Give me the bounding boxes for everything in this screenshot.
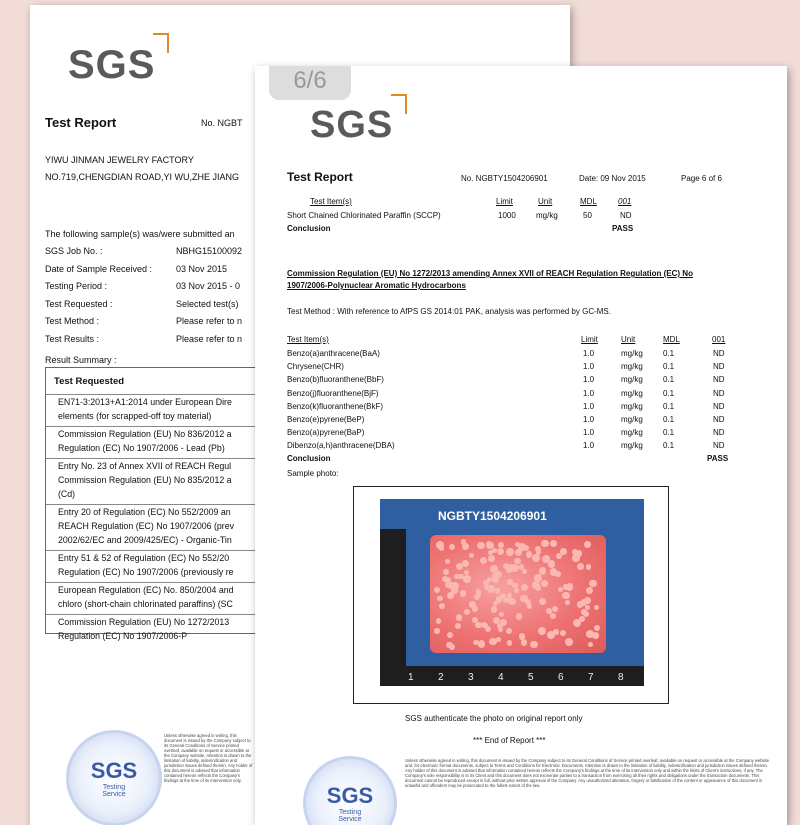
pah-limit: 1.0 [583, 362, 595, 372]
fine-print: Unless otherwise agreed in writing, this document is issued by the Company subject to its General Conditions of Service printed overleaf, available on request or accessible at the Company website and, for electronic format documents, subject to Terms and Conditions for Electronic Documents. Attention is drawn to the limitation of liability, indemnification and jurisdiction issues defined therein. Any holder of this document is advised that information contained hereon reflects the Company's findings at the time of its intervention only and within the limits of Client's instructions, if any. The Company's sole responsibility is to its Client and this document does not exonerate parties to a transaction from exercising all their rights and obligations under the transaction documents. This document cannot be reproduced except in full, without prior written approval of the Company. Any unauthorized alteration, forgery or falsification of the content or appearance of this document is unlawful and offenders may be prosecuted to the fullest extent of the law. [405, 758, 770, 788]
pah-conclusion-label: Conclusion [287, 454, 331, 463]
pah-result: ND [713, 362, 725, 372]
field-label: Test Method : [45, 316, 100, 326]
pah-unit: mg/kg [621, 401, 643, 411]
pah-mdl: 0.1 [663, 375, 675, 385]
pah-limit: 1.0 [583, 349, 595, 358]
col-header-mdl: MDL [663, 335, 680, 344]
pah-result: ND [713, 428, 725, 438]
pah-limit: 1.0 [583, 415, 595, 424]
sample-photo-label: Sample photo: [287, 469, 339, 478]
report-number: No. NGBT [201, 118, 243, 128]
ruler-number: 5 [528, 672, 534, 683]
summary-row-line: REACH Regulation (EC) No 1907/2006 (prev [58, 521, 235, 531]
pah-mdl: 0.1 [663, 441, 675, 451]
result-summary-label: Result Summary : [45, 355, 117, 365]
pah-unit: mg/kg [621, 415, 643, 424]
ruler-number: 7 [588, 672, 594, 683]
summary-table-header: Test Requested [54, 376, 125, 387]
end-of-report: *** End of Report *** [473, 736, 546, 745]
summary-row-line: chloro (short-chain chlorinated paraffins) (SC [58, 599, 233, 609]
pah-item: Benzo(a)pyrene(BaP) [287, 428, 365, 438]
summary-row-line: Entry No. 23 of Annex XVII of REACH Regul [58, 461, 232, 471]
ruler-vertical [380, 529, 406, 679]
col-header-limit: Limit [496, 197, 513, 206]
sccp-result: ND [620, 211, 632, 220]
pah-item: Dibenzo(a,h)anthracene(DBA) [287, 441, 395, 451]
pah-mdl: 0.1 [663, 401, 675, 411]
pah-mdl: 0.1 [663, 428, 675, 438]
field-value: Selected test(s) [176, 298, 239, 309]
field-label: SGS Job No. : [45, 246, 103, 256]
field-label: Testing Period : [45, 281, 108, 291]
company-name: YIWU JINMAN JEWELRY FACTORY [45, 155, 194, 165]
sccp-conclusion: PASS [612, 224, 634, 233]
summary-row-line: 2002/62/EC and 2009/425/EC) - Organic-Tin [58, 535, 232, 545]
summary-row-line: Regulation (EC) No 1907/2006 (previously re [58, 567, 234, 577]
pah-unit: mg/kg [621, 388, 643, 398]
pah-limit: 1.0 [583, 388, 595, 398]
pah-item: Chrysene(CHR) [287, 362, 344, 372]
pah-limit: 1.0 [583, 375, 595, 385]
fine-print: Unless otherwise agreed in writing, this document is issued by the Company subject to its General Conditions of Service printed overleaf, available on request or accessible at the Company website. Attention is drawn to the limitation of liability, indemnification and jurisdiction issues defined therein. Any holder of this document is advised that information contained hereon reflects the Company's findings at the time of its intervention only. [164, 733, 253, 783]
sample-photo-frame [353, 486, 669, 704]
sccp-conclusion-label: Conclusion [287, 224, 331, 233]
pah-mdl: 0.1 [663, 415, 675, 424]
field-label: Test Results : [45, 333, 100, 344]
field-value: NBHG15100092 [176, 246, 243, 256]
summary-row-line: Regulation (EC) No 1907/2006-P [58, 631, 188, 641]
pah-result: ND [713, 415, 725, 424]
sample-bag [430, 535, 606, 653]
col-header-limit: Limit [581, 335, 598, 344]
test-method: Test Method : With reference to AfPS GS 2014:01 PAK, analysis was performed by GC-MS. [287, 307, 611, 316]
summary-row-line: Commission Regulation (EU) No 1272/2013 [58, 617, 230, 627]
pah-unit: mg/kg [621, 362, 643, 372]
intro-text: The following sample(s) was/were submitted an [45, 229, 235, 239]
report-title: Test Report [45, 115, 117, 130]
sgs-logo: SGS [310, 104, 393, 147]
ruler-horizontal [380, 666, 644, 686]
col-header-mdl: MDL [580, 197, 597, 206]
col-header-test-item: Test Item(s) [310, 197, 352, 206]
pah-unit: mg/kg [621, 349, 643, 358]
pah-item: Benzo(b)fluoranthene(BbF) [287, 375, 384, 385]
field-value: 03 Nov 2015 [176, 263, 228, 274]
sample-photo [380, 499, 644, 686]
sccp-mdl: 50 [583, 211, 592, 220]
pah-item: Benzo(j)fluoranthene(BjF) [287, 388, 379, 398]
field-value: 03 Nov 2015 - 0 [176, 281, 241, 291]
summary-row-line: European Regulation (EC) No. 850/2004 and [58, 585, 234, 595]
sccp-unit: mg/kg [536, 211, 558, 220]
report-title: Test Report [287, 170, 353, 184]
report-number: No. NGBTY1504206901 [461, 174, 548, 183]
pah-limit: 1.0 [583, 428, 595, 438]
regulation-heading-line2: 1907/2006-Polynuclear Aromatic Hydrocarbons [287, 281, 466, 290]
pah-mdl: 0.1 [663, 388, 675, 398]
summary-row-line: Entry 51 & 52 of Regulation (EC) No 552/20 [58, 553, 230, 563]
summary-row-line: Entry 20 of Regulation (EC) No 552/2009 an [58, 507, 231, 517]
pah-item: Benzo(k)fluoranthene(BkF) [287, 401, 384, 411]
ruler-number: 6 [558, 672, 564, 683]
summary-row-line: Commission Regulation (EU) No 836/2012 a [58, 429, 232, 439]
pah-result: ND [713, 441, 725, 451]
photo-note: SGS authenticate the photo on original report only [405, 714, 583, 723]
pah-limit: 1.0 [583, 441, 595, 451]
report-date: Date: 09 Nov 2015 [579, 174, 646, 183]
field-value: Please refer to n [176, 316, 243, 326]
col-header-test-item: Test Item(s) [287, 335, 329, 344]
pah-mdl: 0.1 [663, 362, 675, 372]
sgs-logo: SGS [68, 43, 155, 88]
sccp-limit: 1000 [498, 211, 516, 220]
col-header-sample: 001 [618, 197, 632, 206]
summary-row-line: Regulation (EC) No 1907/2006 - Lead (Pb) [58, 443, 225, 453]
pah-limit: 1.0 [583, 401, 595, 411]
sccp-item: Short Chained Chlorinated Paraffin (SCCP) [287, 211, 441, 220]
pah-conclusion: PASS [707, 454, 729, 463]
sgs-seal: SGS Testing Service [303, 756, 397, 825]
pah-unit: mg/kg [621, 441, 643, 451]
ruler-number: 8 [618, 672, 624, 683]
summary-row-line: elements (for scrapped-off toy material) [58, 411, 212, 421]
field-label: Date of Sample Received : [45, 263, 153, 274]
pah-result: ND [713, 401, 725, 411]
summary-row-line: EN71-3:2013+A1:2014 under European Dire [58, 397, 232, 407]
col-header-unit: Unit [621, 335, 636, 344]
ruler-number: 1 [408, 672, 414, 683]
pah-result: ND [713, 375, 725, 385]
sgs-seal: SGS Testing Service [66, 730, 162, 825]
pah-item: Benzo(a)anthracene(BaA) [287, 349, 380, 358]
pah-item: Benzo(e)pyrene(BeP) [287, 415, 365, 424]
pah-mdl: 0.1 [663, 349, 675, 358]
company-address: NO.719,CHENGDIAN ROAD,YI WU,ZHE JIANG [45, 172, 240, 182]
pah-result: ND [713, 349, 725, 358]
ruler-number: 4 [498, 672, 504, 683]
page-indicator-tab: 6/6 [269, 66, 351, 100]
pah-result: ND [713, 388, 725, 398]
col-header-sample: 001 [712, 335, 726, 344]
regulation-heading-line1: Commission Regulation (EU) No 1272/2013 amending Annex XVII of REACH Regulation Regulation (EC) No [287, 269, 693, 278]
page-number: Page 6 of 6 [681, 174, 722, 183]
pah-unit: mg/kg [621, 428, 643, 438]
front-report-page [255, 66, 787, 825]
photo-sample-id: NGBTY1504206901 [438, 509, 547, 523]
ruler-number: 2 [438, 672, 444, 683]
summary-row-line: Commission Regulation (EU) No 835/2012 a [58, 475, 232, 485]
col-header-unit: Unit [538, 197, 553, 206]
field-value: Please refer to n [176, 333, 243, 344]
field-label: Test Requested : [45, 298, 113, 309]
pah-unit: mg/kg [621, 375, 643, 385]
summary-row-line: (Cd) [58, 489, 76, 499]
ruler-number: 3 [468, 672, 474, 683]
